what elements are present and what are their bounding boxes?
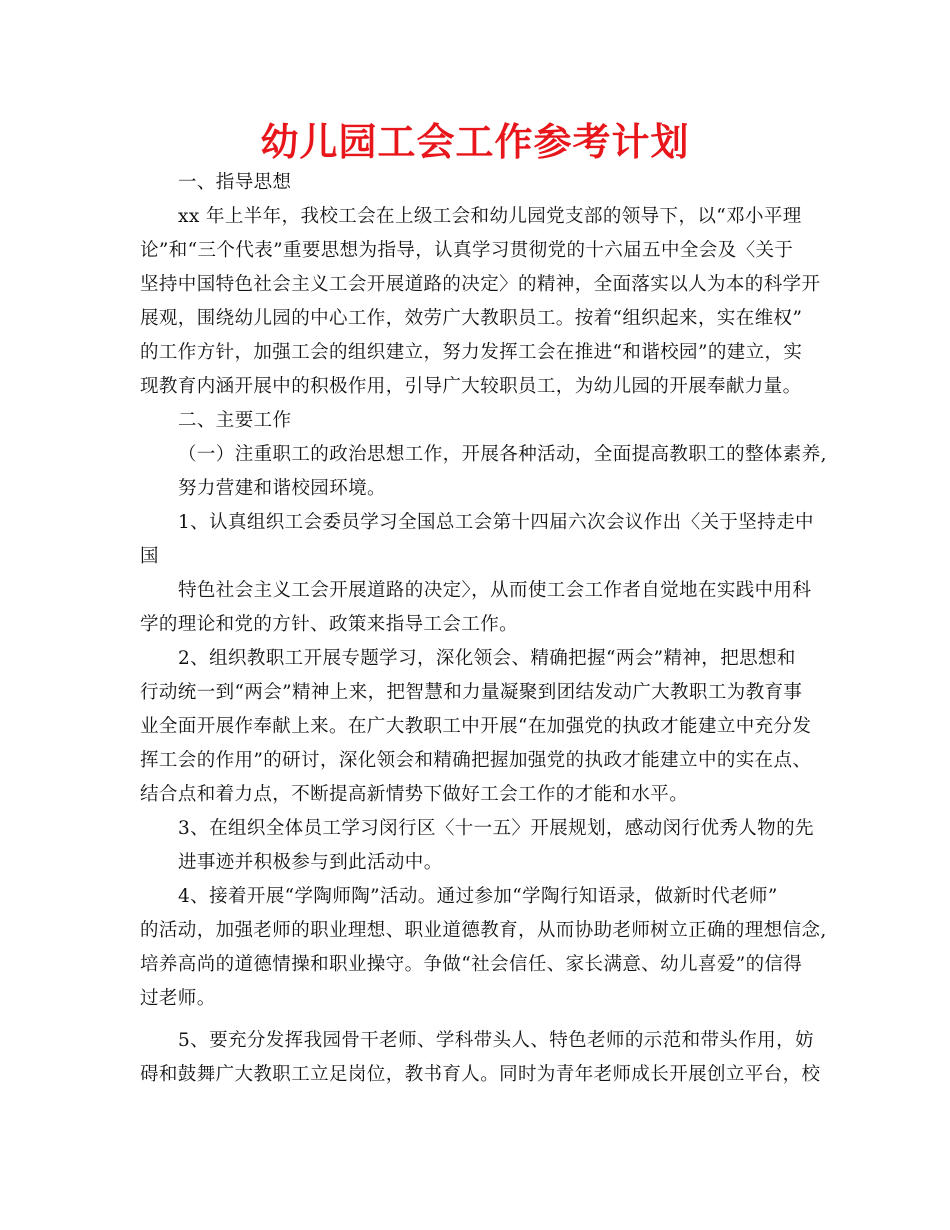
paragraph-line: 学的理论和党的方针、政策来指导工会工作。: [140, 614, 519, 635]
paragraph-line: 进事迹并积极参与到此活动中。: [178, 852, 443, 873]
paragraph-line: 培养高尚的道德情操和职业操守。争做“社会信任、家长满意、幼儿喜爱”的信得: [140, 954, 803, 975]
document-title: 幼儿园工会工作参考计划: [260, 120, 690, 164]
paragraph-line: 1、认真组织工会委员学习全国总工会第十四届六次会议作出〈关于坚持走中: [178, 512, 814, 533]
paragraph-line: 努力营建和谐校园环境。: [178, 478, 386, 499]
paragraph-line: 现教育内涵开展中的积极作用，引导广大较职员工，为幼儿园的开展奉献力量。: [140, 376, 802, 397]
subsection-heading: （一）注重职工的政治思想工作，开展各种活动，全面提高教职工的整体素养,: [178, 444, 827, 465]
paragraph-line: 挥工会的作用”的研讨，深化领会和精确把握加强党的执政才能建立中的实在点、: [140, 750, 812, 771]
paragraph-line: 4、接着开展“学陶师陶”活动。通过参加“学陶行知语录，做新时代老师”: [178, 886, 778, 907]
paragraph-line: 特色社会主义工会开展道路的决定〉，从而使工会工作者自觉地在实践中用科: [178, 580, 812, 601]
paragraph-line: 的活动，加强老师的职业理想、职业道德教育，从而协助老师树立正确的理想信念,: [140, 920, 827, 941]
paragraph-line: 5、要充分发挥我园骨干老师、学科带头人、特色老师的示范和带头作用，妨: [178, 1030, 814, 1051]
paragraph-line: 行动统一到“两会”精神上来，把智慧和力量凝聚到团结发动广大教职工为教育事: [140, 682, 803, 703]
paragraph-line: 国: [140, 546, 159, 567]
paragraph-line: 3、在组织全体员工学习闵行区〈十一五〉开展规划，感动闵行优秀人物的先: [178, 818, 814, 839]
section-heading-main-work: 二、主要工作: [178, 410, 292, 431]
paragraph-line: 结合点和着力点，不断提高新情势下做好工会工作的才能和水平。: [140, 784, 689, 805]
paragraph-line: 的工作方针，加强工会的组织建立，努力发挥工会在推进“和谐校园”的建立，实: [140, 342, 803, 363]
paragraph-line: 展观，围绕幼儿园的中心工作，效劳广大教职员工。按着“组织起来，实在维权”: [140, 308, 803, 329]
paragraph-line: 论”和“三个代表”重要思想为指导，认真学习贯彻党的十六届五中全会及〈关于: [140, 240, 794, 261]
paragraph-line: xx 年上半年，我校工会在上级工会和幼儿园党支部的领导下，以“邓小平理: [178, 206, 802, 227]
paragraph-line: 碍和鼓舞广大教职工立足岗位，教书育人。同时为青年老师成长开展创立平台，校: [140, 1064, 821, 1085]
paragraph-line: 2、组织教职工开展专题学习，深化领会、精确把握“两会”精神，把思想和: [178, 648, 796, 669]
section-heading-guiding-thought: 一、指导思想: [178, 172, 292, 193]
paragraph-line: 业全面开展作奉献上来。在广大教职工中开展“在加强党的执政才能建立中充分发: [140, 716, 812, 737]
paragraph-line: 过老师。: [140, 988, 216, 1009]
paragraph-line: 坚持中国特色社会主义工会开展道路的决定〉的精神，全面落实以人为本的科学开: [140, 274, 821, 295]
